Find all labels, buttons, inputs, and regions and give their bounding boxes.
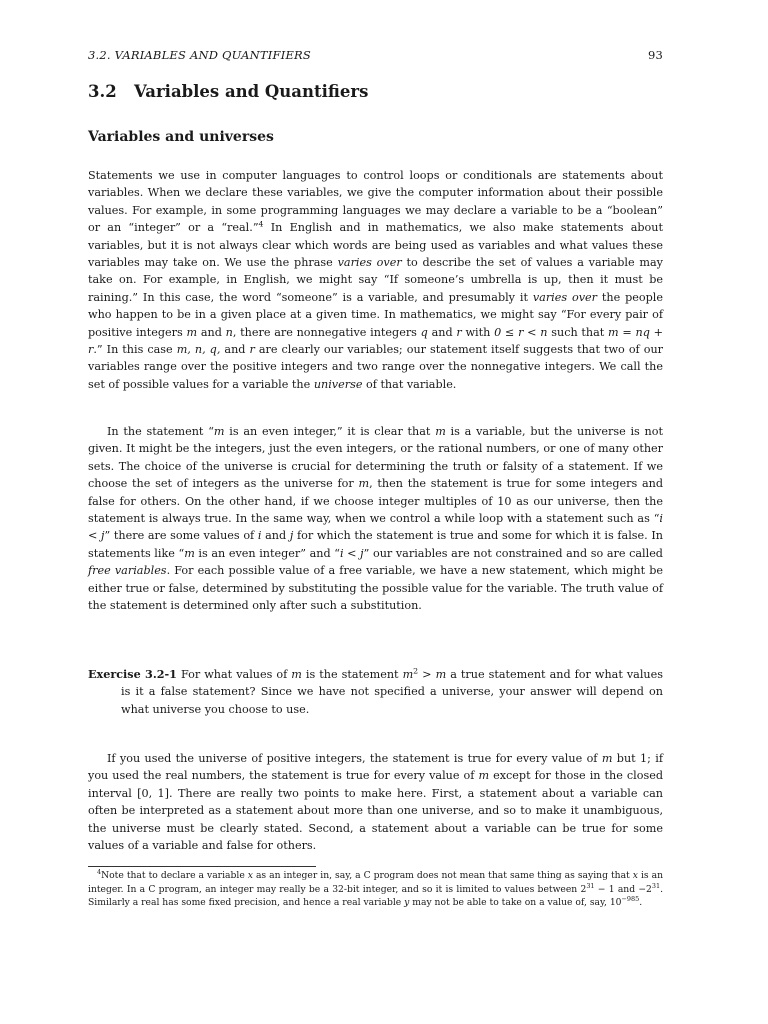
inline-math: m = nq + r: [88, 325, 663, 357]
section-heading: [88, 82, 368, 101]
running-header: [88, 48, 663, 64]
footnote-rule: [88, 866, 316, 867]
footnote: $^4$Note that to declare a variable x as an integer in, say, a C program does not mean that same thing as saying that x is an integer. In a C program, an integer may really be a 32-bit integer, and so it is limited to values between $2^{31} - 1$ and $-2^{31}$. Similarly a real has some fixed precision, and hence a real variable y may not be able to take on a value of, say, $10^{-985}$.: [88, 868, 664, 909]
section-number: 3.2: [88, 82, 117, 101]
paragraph-1: Statements we use in computer languages to control loops or conditionals are statements about variables. When we declare these variables, we give the computer information about their possible values. For example, in some programming languages we may declare a variable to be a “boolean” or an “integer” or a “real.”$^4$ In English and in mathematics, we also make statements about variables, but it is not always clear which words are being used as variables and what values these variables may take on. We use the phrase varies over to describe the set of values a variable may take on. For example, in English, we might say “If someone’s umbrella is up, then it must be raining.” In this case, the word “someone” is a variable, and presumably it varies over the people who happen to be in a given place at a given time. In mathematics, we might say “For every pair of positive integers m and n, there are nonnegative integers q and r with 0 ≤ r < n such that m = nq + r.” In this case m, n, q, and r are clearly our variables; our statement itself suggests that two of our variables range over the positive integers and two range over the nonnegative integers. We call the set of possible values for a variable the universe of that variable.: [88, 169, 664, 391]
footnote-mark: 4: [97, 868, 102, 877]
subsection-heading: Variables and universes: [88, 129, 274, 145]
inline-math: 0 ≤ r < n: [494, 325, 548, 339]
section-title: Variables and Quantifiers: [134, 82, 369, 101]
paragraph-3: If you used the universe of positive integers, the statement is true for every value of m but 1; if you used the real numbers, the statement is true for every value of m except for those in the closed interval [0, 1]. There are really two points to make here. First, a statement about a variable can often be interpreted as a statement about more than one universe, and so to make it unambiguous, the universe must be clearly stated. Second, a statement about a variable can be true for some values of a variable and false for others.: [88, 752, 663, 853]
paragraph-2: In the statement “m is an even integer,” it is clear that m is a variable, but the universe is not given. It might be the integers, just the even integers, or the rational numbers, or one of many other sets. The choice of the universe is crucial for determining the truth or falsity of a statement. If we choose the set of integers as the universe for m, then the statement is true for some integers and false for others. On the other hand, if we choose integer multiples of 10 as our universe, then the statement is always true. In the same way, when we control a while loop with a statement such as “i < j” there are some values of i and j for which the statement is true and some for which it is false. In statements like “m is an even integer” and “i < j” our variables are not constrained and so are called free variables. For each possible value of a free variable, we have a new statement, which might be either true or false, determined by substituting the possible value for the variable. The truth value of the statement is determined only after such a substitution.: [88, 425, 664, 613]
exercise-3-2-1: Exercise 3.2-1 For what values of m is the statement $m^2 > m$ a true statement and for what values is it a false statement? Since we have not specified a universe, your answer will depend on what universe you choose to use.: [88, 666, 663, 716]
page-number: 93: [647, 48, 663, 62]
running-title: 3.2. VARIABLES AND QUANTIFIERS: [88, 48, 311, 62]
exercise-label: Exercise 3.2-1: [88, 667, 177, 681]
footnote-reference: 4: [258, 219, 264, 229]
